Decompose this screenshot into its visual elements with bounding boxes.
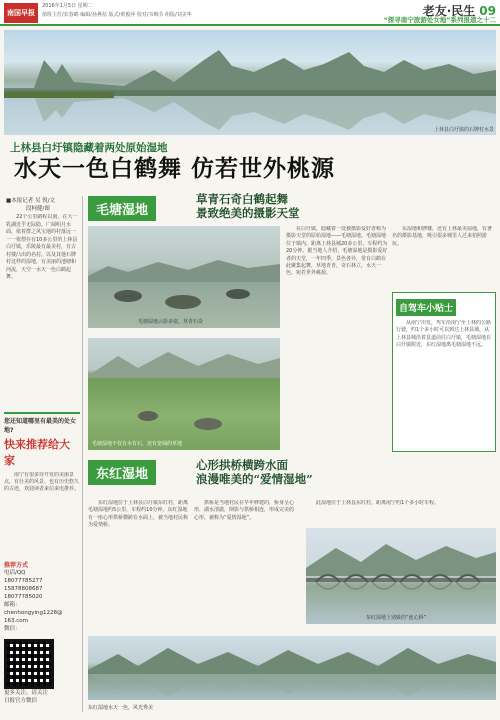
newspaper-logo: 南国早报 — [4, 3, 38, 23]
subheadline-line2: 景致绝美的摄影天堂 — [196, 206, 300, 220]
reader-promo-box — [4, 412, 80, 712]
article-column: 此湿地位于上林县东红村，距离南宁约1个多小时车程。 — [316, 500, 440, 506]
staff-line: 值班主任/农春鹤 编辑/孙燕蓓 版式/黄俊萍 校对/韦梅芬 组版/刘美华 — [42, 12, 192, 18]
promo-line: 邮箱： — [4, 602, 21, 608]
article-column: 东湿地和牌楼，还有上林最美湿地，有著名的摄影基地，吸引很多城里人过来拍照游玩。 — [392, 226, 493, 247]
column-divider — [82, 196, 83, 712]
karst-illustration — [88, 636, 496, 700]
photo-caption: 东红湿地上别致的“连心桥” — [366, 615, 427, 621]
kicker-headline: 上林县白圩镇隐藏着两处原始湿地 — [10, 142, 168, 154]
subheadline-line2: 浪漫唯美的“爱情湿地” — [196, 472, 313, 486]
photo-donghong-landscape — [88, 636, 496, 700]
promo-email-domain: 163.com — [4, 618, 28, 624]
lead-paragraph: 22个公里路程以南，在大一乳湖近乎无际隐，广阔明月水面，依着群之风宝地的村落远一一一依偎存有10多公里的上林县白圩镇，乐陵最有最美村，有古村楼凸出的名村，以及其他石牌村这样的湿地，有美丽的池塘和河流，天空一水天一色白鹤起舞。 — [6, 214, 78, 280]
promo-phone: 15878808687 — [4, 586, 43, 592]
page-header — [0, 0, 500, 26]
tips-title: 自驾车小贴士 — [396, 299, 456, 316]
bridge-illustration — [306, 528, 496, 624]
subheadline-line1: 心形拱桥横跨水面 — [196, 458, 288, 472]
promo-line: 更多关注，请关注 — [4, 690, 49, 696]
promo-line: 日报官方微信 — [4, 698, 38, 704]
date-line: 2016年1月5日 星期二 — [42, 3, 93, 9]
photo-caption: 毛塘湿地不仅有水有石，还有宽阔的草地 — [92, 441, 183, 447]
promo-body: 南宁有很多待开发的美丽景点，有壮美的风景，也有历史悠久的古迹，欢迎读者来信来电推荐。 — [4, 472, 80, 492]
article-column: 在白圩镇，隐藏着一处被摄影爱好者称为摄影天堂的原始湿地——毛塘湿地。毛塘湿地位于镇内，距离上林县城20多公里，车程约为20分钟。据当地人介绍，毛塘湿地是摄影爱好者的天堂，一年四季，景色各异，常有白鹤在此聚集起舞，草地青青，奇石林立，水天一色，宛若世外桃源。 — [286, 226, 388, 277]
main-headline: 水天一色白鹤舞 仿若世外桃源 — [14, 155, 336, 182]
driving-tips-box — [392, 292, 496, 452]
series-title: “探寻南宁旅游处女地”系列报道之十二 — [383, 16, 496, 24]
section-subheadline — [196, 458, 313, 486]
section-subheadline — [196, 192, 300, 220]
photo-maotang-grassland — [88, 338, 280, 450]
promo-question: 您还知道哪里有最美的处女地? — [4, 418, 77, 434]
article-column: 拱桥是当地村民在早年修建的，桥身呈心形，湖水清澈，倒影与拱桥相连，形成完美的心形，被称为“爱情湿地”。 — [194, 500, 295, 521]
section-tag-donghong: 东红湿地 — [88, 460, 156, 485]
landscape-illustration — [4, 30, 496, 135]
tips-body: 从南宁出发，驾车沿南宁至上林的公路行驶，约1个多小时可以到达上林县城，从上林县城沿着县道前往白圩镇，毛塘湿地在白圩镇附近，东红湿地离毛塘湿地不远。 — [396, 320, 492, 349]
byline-author: ■本报记者 吴 锐/文 — [6, 198, 56, 204]
byline — [6, 197, 78, 213]
photo-caption: 东红湿地水天一色，风光秀美 — [88, 705, 154, 711]
hero-photo — [4, 30, 496, 135]
promo-phone: 18077785277 — [4, 578, 43, 584]
page-number: 09 — [479, 4, 496, 18]
rocks-illustration — [88, 226, 280, 328]
article-column: 东红湿地位于上林县白圩镇东红村，距离毛塘湿地约5公里，车程约10分钟。东红湿地有一座心形拱桥横跨在水面上，被当地村民称为爱情桥。 — [88, 500, 188, 529]
section-tag-maotang: 毛塘湿地 — [88, 196, 156, 221]
photo-caption: 毛塘湿地云影多姿，草青石奇 — [138, 319, 204, 325]
promo-phone: 18077785020 — [4, 594, 43, 600]
subheadline-line1: 草青石奇白鹤起舞 — [196, 192, 288, 206]
promo-line: 微信： — [4, 626, 21, 632]
byline-photo: 段柯健/图 — [26, 206, 50, 212]
qr-code-icon[interactable] — [4, 639, 54, 689]
grassland-illustration — [88, 338, 280, 450]
promo-hotline-label: 推荐方式 — [4, 562, 29, 569]
photo-heart-bridge — [306, 528, 496, 624]
section-name: 老友·民生 — [422, 4, 476, 18]
promo-title: 快来推荐给大家 — [4, 438, 70, 467]
promo-email[interactable]: chenhongying1228@ — [4, 610, 63, 616]
promo-line: 电话/QQ — [4, 570, 26, 576]
hero-caption: 上林县白圩镇的石牌村水景 — [433, 127, 494, 133]
photo-maotang-clouds — [88, 226, 280, 328]
